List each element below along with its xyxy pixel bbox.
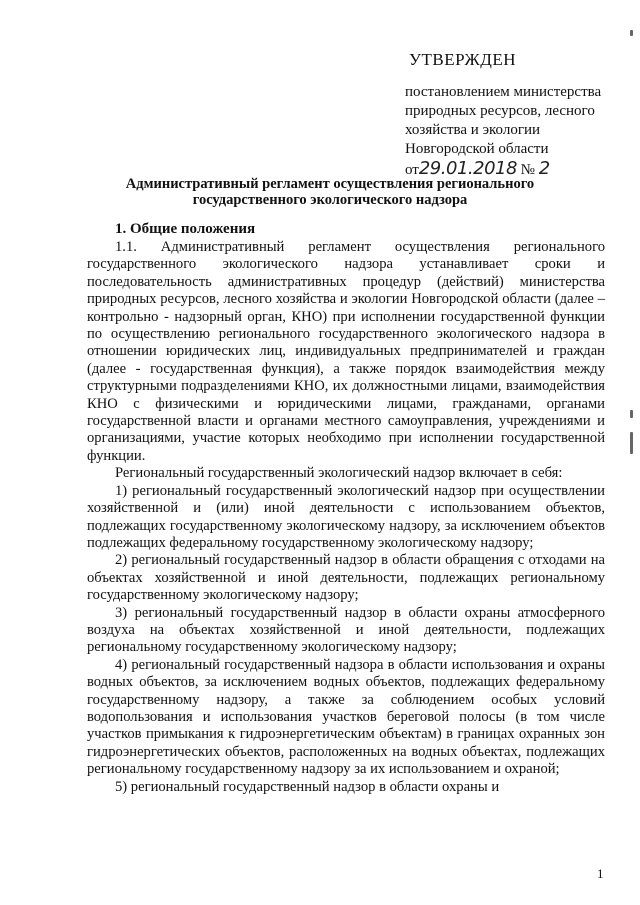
approval-title: УТВЕРЖДЕН xyxy=(409,50,516,69)
paragraph: 3) региональный государственный надзор в области охраны атмосферного воздуха на объектах хозяйственной и иной деятельности, подлежащих региональному государственному экологическому надзору; xyxy=(87,604,605,656)
section-body xyxy=(87,239,605,796)
approval-line: постановлением министерства xyxy=(405,84,602,100)
scan-edge-mark xyxy=(630,410,633,418)
approval-line: природных ресурсов, лесного xyxy=(405,103,595,119)
paragraph: 5) региональный государственный надзор в области охраны и xyxy=(115,778,500,795)
scan-edge-mark xyxy=(630,432,633,454)
approval-line: Новгородской области xyxy=(405,141,549,157)
date-prefix: от xyxy=(405,162,419,178)
approval-stamp-block xyxy=(405,50,625,180)
page-number: 1 xyxy=(597,866,604,881)
handwritten-date: 29.01.2018 xyxy=(418,158,517,179)
section-heading: 1. Общие положения xyxy=(115,221,256,237)
scan-edge-mark xyxy=(630,30,633,36)
paragraph: Региональный государственный экологический надзор включает в себя: xyxy=(115,465,563,482)
document-title-line: Административный регламент осуществления регионального xyxy=(125,176,535,192)
paragraph: 1.1. Административный регламент осуществления регионального государственного экологического надзора устанавливает сроки и последовательность административных процедур (действий) министерства природных ресурсов, лесного хозяйства и экологии Новгородской области (далее – контрольно - надзорный орган, КНО) при исполнении государственной функции по осуществлению регионального государственного экологического надзора в отношении юридических лиц, индивидуальных предпринимателей и граждан (далее - государственная функция), а также порядок взаимодействия между структурными подразделениями КНО, их должностными лицами, взаимодействия КНО с физическими и юридическими лицами, гражданами, органами государственной власти и органами местного самоуправления, учреждениями и организациями, участие которых необходимо при исполнении государственной функции. xyxy=(87,239,605,464)
document-title xyxy=(60,176,600,208)
document-title-line: государственного экологического надзора xyxy=(192,192,468,208)
handwritten-number: 2 xyxy=(538,158,550,179)
paragraph: 2) региональный государственный надзор в области обращения с отходами на объектах хозяйственной и иной деятельности, подлежащих региональному государственному экологическому надзору; xyxy=(87,552,605,604)
approval-line: хозяйства и экологии xyxy=(405,122,541,138)
paragraph: 4) региональный государственный надзора в области использования и охраны водных объектов, за исключением водных объектов, подлежащих федеральному государственному надзору, а также за соблюдением особых условий водопользования и использования участков береговой полосы (в том числе участков примыкания к гидроэнергетическим объектам) в границах охранных зон гидроэнергетических объектов, расположенных на водных объектах, подлежащих региональному государственному надзору за их использованием и охраной; xyxy=(87,656,605,778)
paragraph: 1) региональный государственный экологический надзор при осуществлении хозяйственной и (или) иной деятельности с использованием объектов, подлежащих государственному экологическому надзору, за исключением объектов подлежащих федеральному государственному экологическому надзору; xyxy=(87,482,605,551)
number-prefix: № xyxy=(520,162,535,178)
